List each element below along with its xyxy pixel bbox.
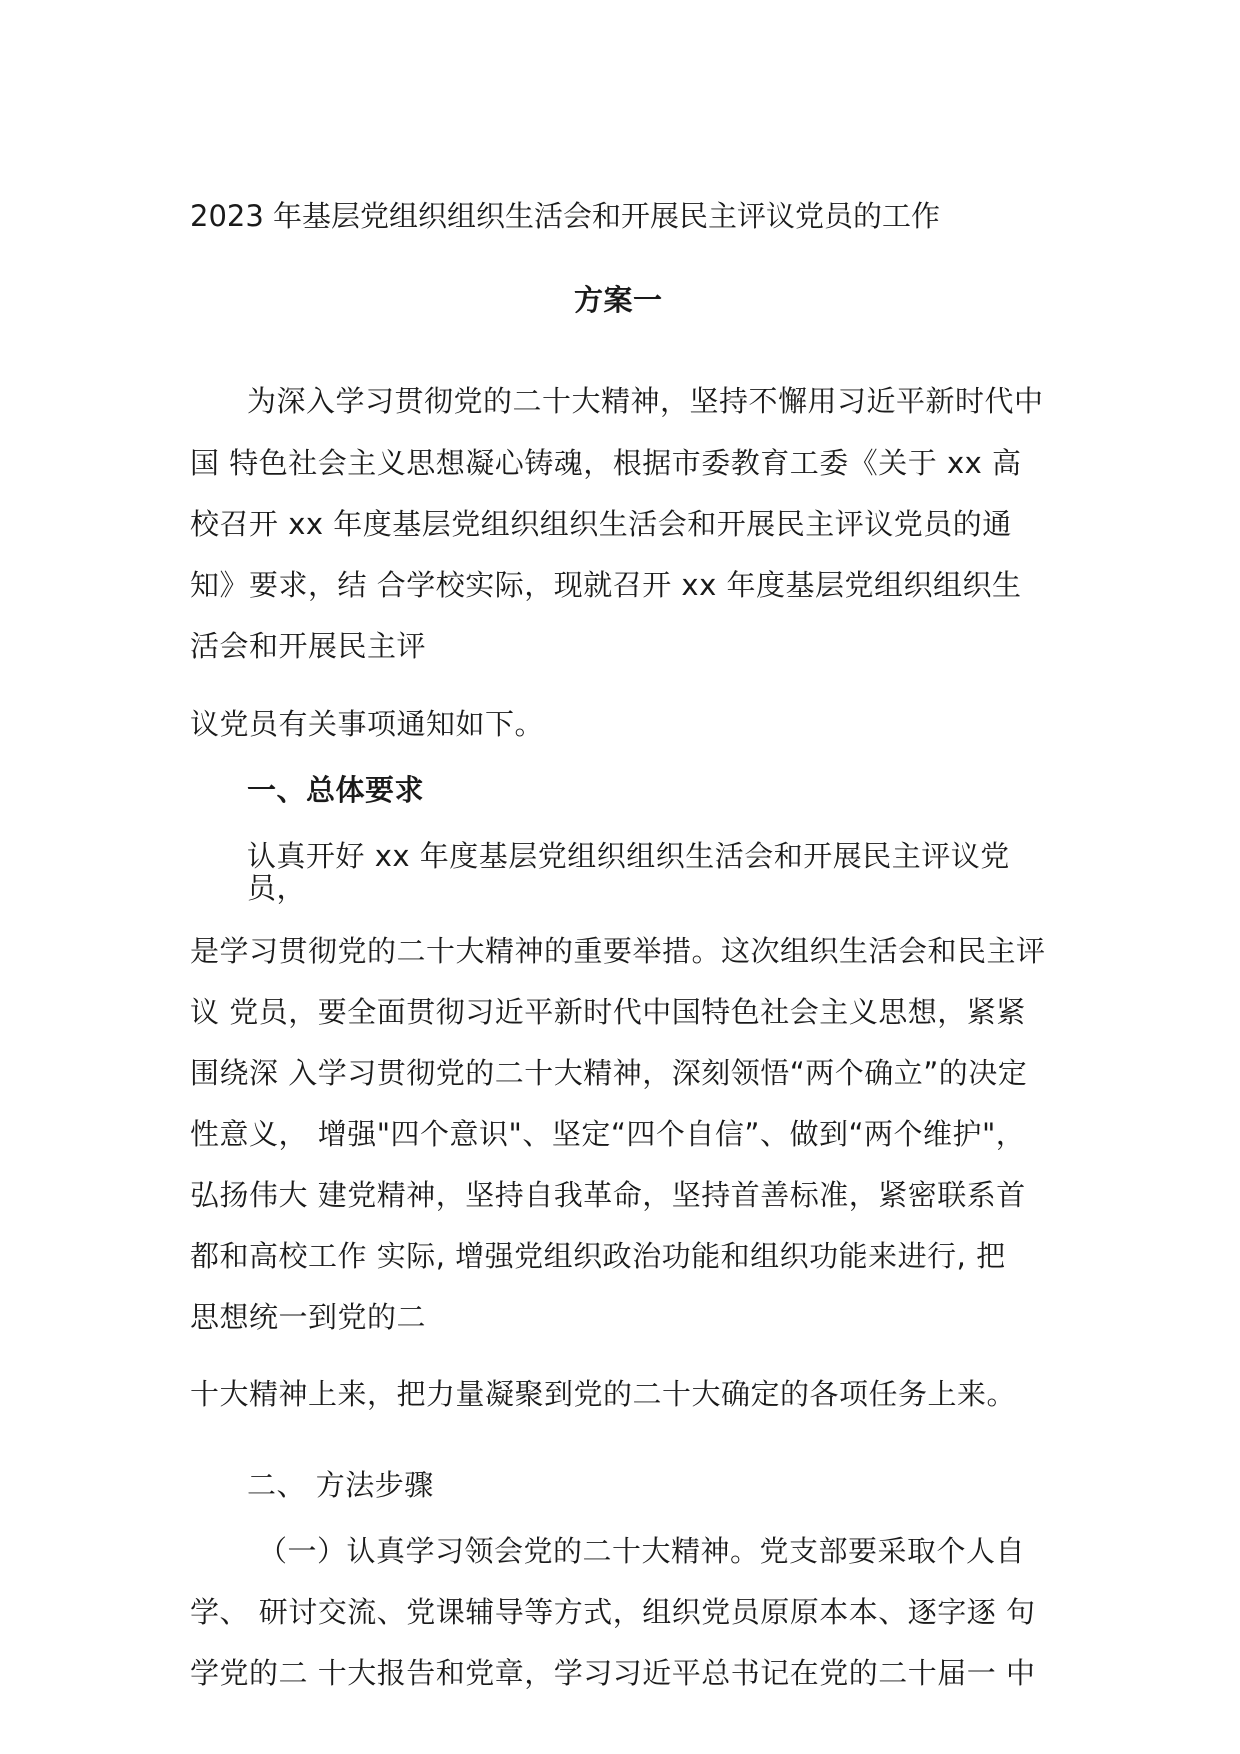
paragraph-line: 活会和开展民主评 (190, 629, 427, 663)
paragraph-line: 议 党员，要全面贯彻习近平新时代中国特色社会主义思想，紧紧 (190, 995, 1026, 1029)
paragraph-line: 议党员有关事项通知如下。 (190, 707, 545, 741)
paragraph-line: 知》要求，结 合学校实际，现就召开 xx 年度基层党组织组织生 (190, 568, 1022, 602)
paragraph-line: 国 特色社会主义思想凝心铸魂，根据市委教育工委《关于 xx 高 (190, 446, 1022, 480)
paragraph-line: 学、 研讨交流、党课辅导等方式，组织党员原原本本、逐字逐 句 (190, 1595, 1036, 1629)
paragraph-line: 围绕深 入学习贯彻党的二十大精神，深刻领悟“两个确立”的决定 (190, 1056, 1028, 1090)
paragraph-line: 学党的二 十大报告和党章，学习习近平总书记在党的二十届一 中 (190, 1656, 1036, 1690)
paragraph-line: 为深入学习贯彻党的二十大精神，坚持不懈用习近平新时代中 (247, 384, 1044, 418)
paragraph-line: 都和高校工作 实际, 增强党组织政治功能和组织功能来进行, 把 (190, 1239, 1006, 1273)
paragraph-line: 思想统一到党的二 (190, 1300, 427, 1334)
paragraph-line: 校召开 xx 年度基层党组织组织生活会和开展民主评议党员的通 (190, 507, 1012, 541)
paragraph-line: 弘扬伟大 建党精神，坚持自我革命，坚持首善标准，紧密联系首 (190, 1178, 1026, 1212)
paragraph-line: 认真开好 xx 年度基层党组织组织生活会和开展民主评议党 (247, 839, 1010, 873)
section-heading-2: 二、 方法步骤 (247, 1468, 434, 1502)
section-heading-1: 一、总体要求 (247, 773, 425, 807)
paragraph-line: 十大精神上来，把力量凝聚到党的二十大确定的各项任务上来。 (190, 1377, 1017, 1411)
document-title-line-1: 2023 年基层党组织组织生活会和开展民主评议党员的工作 (190, 199, 941, 233)
paragraph-line: 员， (247, 871, 307, 905)
paragraph-line: 性意义， 增强"四个意识"、坚定“四个自信”、做到“两个维护"， (190, 1117, 1026, 1151)
paragraph-line: （一）认真学习领会党的二十大精神。党支部要采取个人自 (258, 1534, 1026, 1568)
paragraph-line: 是学习贯彻党的二十大精神的重要举措。这次组织生活会和民主评 (190, 934, 1046, 968)
document-title-line-2: 方案一 (574, 283, 663, 317)
